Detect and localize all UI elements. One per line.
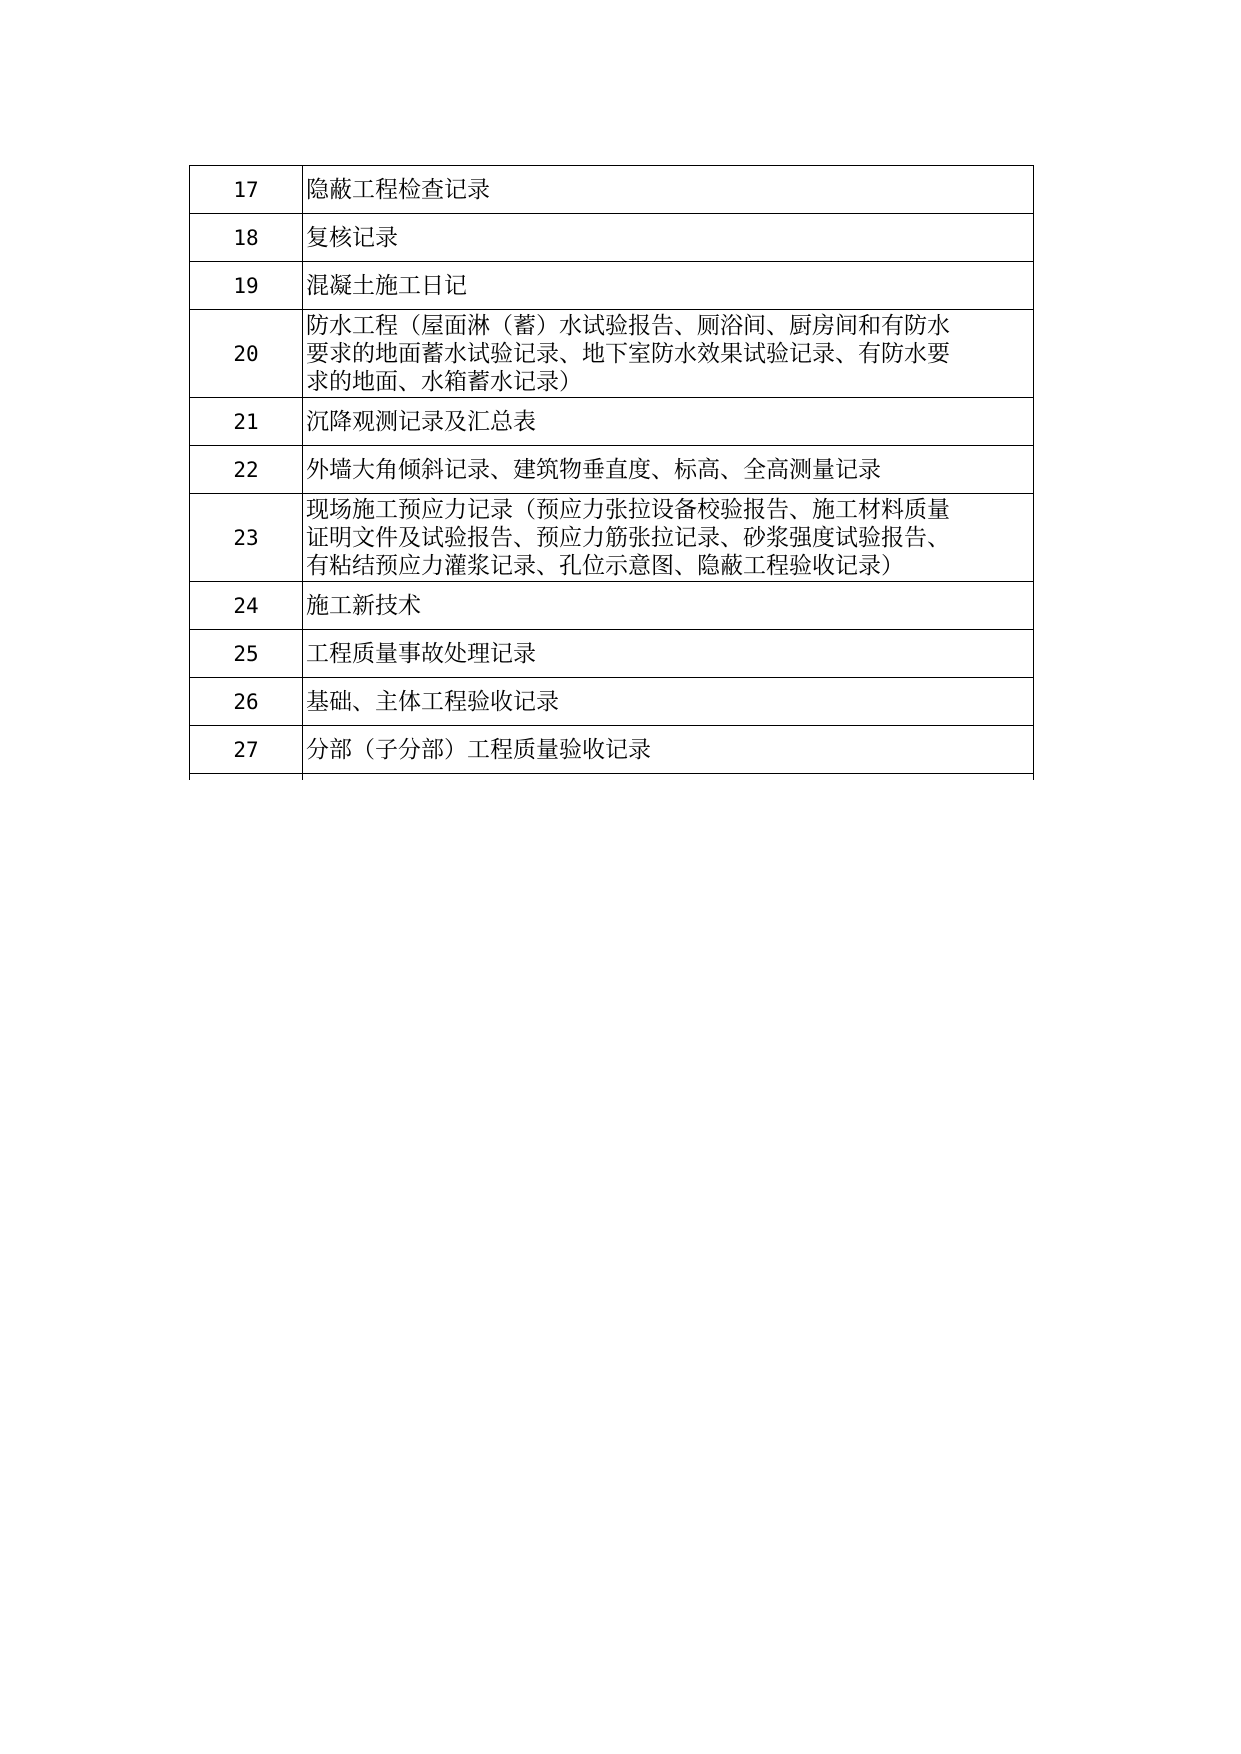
row-number: 17 [190, 166, 303, 214]
table-row [190, 678, 1034, 726]
table-row [190, 446, 1034, 494]
row-number: 27 [190, 726, 303, 774]
row-text: 工程质量事故处理记录 [303, 630, 1034, 678]
table-row [190, 726, 1034, 774]
row-text-line: 有粘结预应力灌浆记录、孔位示意图、隐蔽工程验收记录） [306, 552, 904, 579]
row-text-line: 要求的地面蓄水试验记录、地下室防水效果试验记录、有防水要 [306, 340, 950, 367]
row-text-line: 求的地面、水箱蓄水记录） [306, 368, 582, 395]
row-text: 沉降观测记录及汇总表 [303, 398, 1034, 446]
row-text [303, 310, 1034, 398]
table-row [190, 582, 1034, 630]
table-row [190, 630, 1034, 678]
table-row [190, 166, 1034, 214]
row-text-line: 证明文件及试验报告、预应力筋张拉记录、砂浆强度试验报告、 [306, 524, 950, 551]
table-row [190, 262, 1034, 310]
row-number: 21 [190, 398, 303, 446]
row-text: 基础、主体工程验收记录 [303, 678, 1034, 726]
records-table [189, 165, 1034, 780]
row-number: 19 [190, 262, 303, 310]
row-text-line: 现场施工预应力记录（预应力张拉设备校验报告、施工材料质量 [306, 496, 950, 523]
row-number: 26 [190, 678, 303, 726]
row-number: 23 [190, 494, 303, 582]
row-number: 18 [190, 214, 303, 262]
row-text: 施工新技术 [303, 582, 1034, 630]
row-text: 分部（子分部）工程质量验收记录 [303, 726, 1034, 774]
table-row [190, 494, 1034, 582]
table-row [190, 214, 1034, 262]
empty-cell [303, 774, 1034, 781]
row-text: 混凝土施工日记 [303, 262, 1034, 310]
row-number: 25 [190, 630, 303, 678]
row-number: 22 [190, 446, 303, 494]
row-text: 外墙大角倾斜记录、建筑物垂直度、标高、全高测量记录 [303, 446, 1034, 494]
row-number: 24 [190, 582, 303, 630]
table-row [190, 398, 1034, 446]
row-number: 20 [190, 310, 303, 398]
row-text: 隐蔽工程检查记录 [303, 166, 1034, 214]
table-row [190, 310, 1034, 398]
table-row-continuation [190, 774, 1034, 781]
empty-cell [190, 774, 303, 781]
row-text: 复核记录 [303, 214, 1034, 262]
row-text-line: 防水工程（屋面淋（蓄）水试验报告、厕浴间、厨房间和有防水 [306, 312, 950, 339]
row-text [303, 494, 1034, 582]
